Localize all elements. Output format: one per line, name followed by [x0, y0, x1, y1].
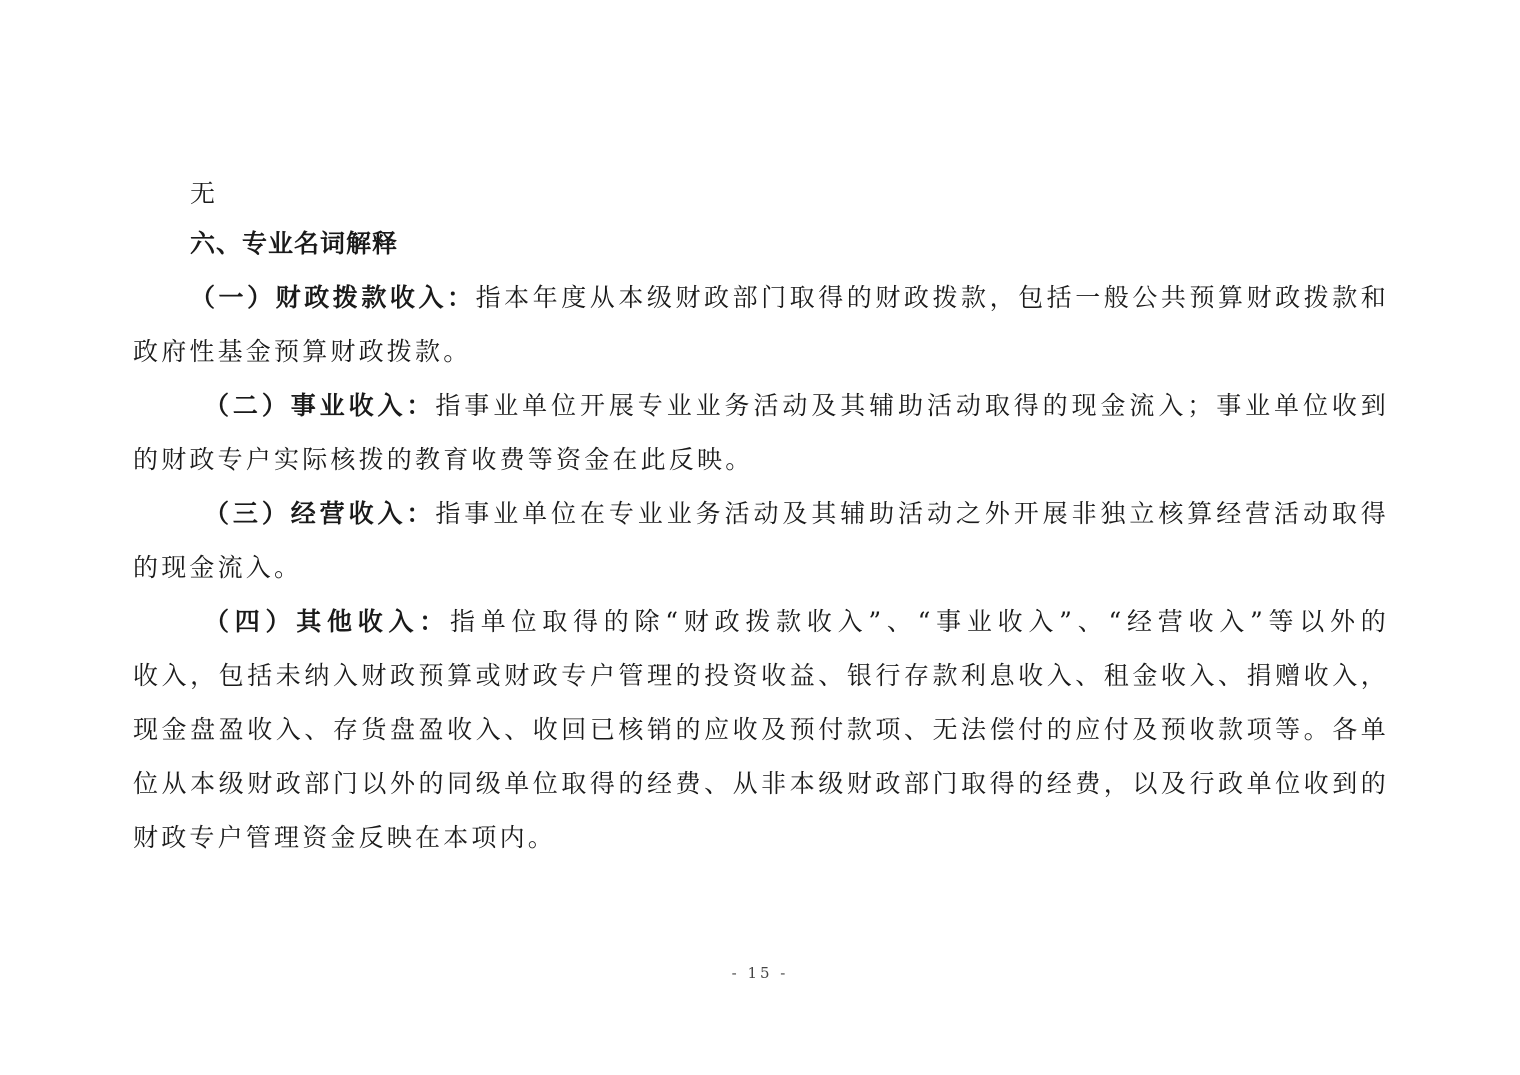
- item-4-line-2: 收入，包括未纳入财政预算或财政专户管理的投资收益、银行存款利息收入、租金收入、捐赠收入，: [133, 661, 1389, 690]
- item-4-line-5: 财政专户管理资金反映在本项内。: [133, 823, 557, 852]
- item-4-term: （四）其他收入：: [204, 607, 451, 636]
- item-3-text: 指事业单位在专业业务活动及其辅助活动之外开展非独立核算经营活动取得: [435, 499, 1389, 528]
- item-4-text: 指单位取得的除“财政拨款收入”、“事业收入”、“经营收入”等以外的: [450, 607, 1389, 636]
- item-1-first-line: [190, 280, 1389, 316]
- item-2-line-2: 的财政专户实际核拨的教育收费等资金在此反映。: [133, 445, 754, 474]
- item-4-first-line: [204, 604, 1389, 640]
- item-2-text: 指事业单位开展专业业务活动及其辅助活动取得的现金流入；事业单位收到: [435, 391, 1389, 420]
- item-4-line-4: 位从本级财政部门以外的同级单位取得的经费、从非本级财政部门取得的经费，以及行政单位收到的: [133, 769, 1389, 798]
- item-1-text: 指本年度从本级财政部门取得的财政拨款，包括一般公共预算财政拨款和: [475, 283, 1389, 312]
- item-3-line-2: 的现金流入。: [133, 553, 303, 582]
- section-heading: 六、专业名词解释: [190, 229, 399, 258]
- item-2-first-line: [204, 388, 1389, 424]
- item-3-first-line: [204, 496, 1389, 532]
- item-4-line-3: 现金盘盈收入、存货盘盈收入、收回已核销的应收及预付款项、无法偿付的应付及预收款项等。各单: [133, 715, 1389, 744]
- item-1-line-2: 政府性基金预算财政拨款。: [133, 337, 472, 366]
- page-number: - 15 -: [731, 964, 789, 982]
- item-3-term: （三）经营收入：: [204, 499, 436, 528]
- item-1-term: （一）财政拨款收入：: [190, 283, 476, 312]
- item-2-term: （二）事业收入：: [204, 391, 436, 420]
- none-text: 无: [190, 179, 219, 208]
